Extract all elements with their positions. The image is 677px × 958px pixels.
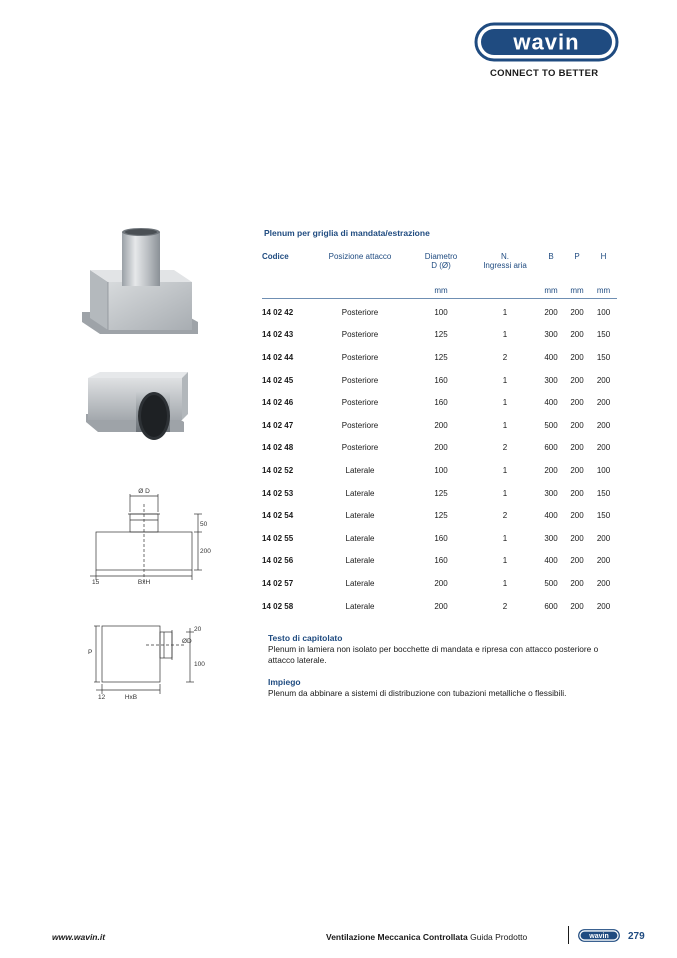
row-h: 200 [596, 375, 611, 385]
row-diameter: 125 [434, 330, 448, 340]
wavin-logo [474, 22, 619, 62]
header-p: P [574, 252, 580, 261]
row-inlets: 1 [502, 307, 508, 317]
row-diameter: 125 [434, 488, 448, 498]
table-row [262, 459, 617, 482]
row-position: Posteriore [341, 352, 379, 362]
row-p: 200 [570, 420, 584, 430]
row-inlets: 2 [502, 443, 508, 453]
dim-diameter: ØD [182, 638, 192, 645]
row-p: 200 [570, 443, 584, 453]
row-b: 500 [544, 578, 558, 588]
row-code: 14 02 57 [262, 578, 294, 588]
table-row [262, 391, 617, 414]
row-h: 200 [596, 556, 611, 566]
header-code: Codice [262, 252, 289, 261]
row-code: 14 02 46 [262, 398, 294, 408]
row-diameter: 125 [434, 511, 448, 521]
row-position: Posteriore [341, 307, 379, 317]
row-h: 100 [596, 307, 611, 317]
row-p: 200 [570, 398, 584, 408]
header-h: H [600, 252, 607, 261]
row-code: 14 02 43 [262, 330, 294, 340]
row-b: 400 [544, 398, 558, 408]
usage-title: Impiego [268, 677, 301, 687]
page-number: 279 [628, 931, 645, 942]
footer-url[interactable]: www.wavin.it [52, 932, 106, 942]
row-b: 300 [544, 488, 558, 498]
unit-b: mm [538, 286, 564, 299]
row-h: 200 [596, 578, 611, 588]
technical-drawing-side [86, 620, 216, 702]
row-diameter: 200 [434, 443, 448, 453]
row-b: 200 [544, 465, 558, 475]
row-b: 200 [544, 307, 558, 317]
row-diameter: 100 [434, 307, 448, 317]
dim-hxb: HxB [124, 694, 138, 701]
header-inlets [472, 252, 538, 286]
header-row [262, 252, 617, 286]
table-row [262, 414, 617, 437]
usage-body: Plenum da abbinare a sistemi di distribuzione con tubazioni metalliche o flessibili. [268, 688, 567, 698]
row-p: 200 [570, 352, 584, 362]
row-inlets: 1 [502, 398, 508, 408]
row-h: 150 [596, 511, 611, 521]
row-diameter: 125 [434, 352, 448, 362]
row-h: 150 [596, 488, 611, 498]
footer-doc-main: Ventilazione Meccanica Controllata [326, 932, 468, 942]
footer-logo-text: wavin [589, 933, 609, 941]
row-diameter: 160 [434, 556, 448, 566]
header-position: Posizione attacco [328, 252, 392, 261]
row-b: 600 [544, 601, 558, 611]
row-b: 400 [544, 556, 558, 566]
dim-p: P [88, 649, 93, 656]
row-h: 150 [596, 352, 611, 362]
row-code: 14 02 52 [262, 465, 294, 475]
row-code: 14 02 54 [262, 511, 294, 521]
footer-wavin-logo [578, 929, 620, 942]
row-p: 200 [570, 578, 584, 588]
row-b: 300 [544, 533, 558, 543]
row-diameter: 200 [434, 578, 448, 588]
unit-h: mm [590, 286, 617, 299]
row-h: 200 [596, 398, 611, 408]
row-inlets: 1 [502, 533, 508, 543]
row-inlets: 1 [502, 578, 508, 588]
row-h: 200 [596, 443, 611, 453]
row-b: 400 [544, 352, 558, 362]
row-p: 200 [570, 533, 584, 543]
row-diameter: 160 [434, 533, 448, 543]
dim-20: 20 [194, 626, 202, 633]
table-row [262, 550, 617, 573]
row-position: Laterale [345, 556, 375, 566]
row-h: 200 [596, 601, 611, 611]
row-position: Laterale [345, 488, 375, 498]
header-diameter [410, 252, 472, 286]
row-p: 200 [570, 511, 584, 521]
row-code: 14 02 42 [262, 307, 294, 317]
row-code: 14 02 53 [262, 488, 294, 498]
unit-p: mm [564, 286, 590, 299]
row-diameter: 100 [434, 465, 448, 475]
footer-doc-sub: Guida Prodotto [470, 932, 528, 942]
dim-12: 12 [98, 694, 106, 701]
row-diameter: 200 [434, 601, 448, 611]
dim-diameter: Ø D [138, 488, 150, 495]
header-diameter-line2: D (Ø) [431, 261, 451, 270]
unit-diameter: mm [410, 286, 472, 299]
row-b: 600 [544, 443, 558, 453]
row-position: Laterale [345, 511, 375, 521]
dim-50: 50 [200, 521, 208, 528]
row-inlets: 2 [502, 511, 508, 521]
row-h: 200 [596, 420, 611, 430]
row-p: 200 [570, 488, 584, 498]
specification-body: Plenum in lamiera non isolato per bocchette di mandata e ripresa con attacco posteriore o attacco laterale. [268, 644, 599, 665]
row-inlets: 1 [502, 330, 508, 340]
dim-15: 15 [92, 579, 100, 586]
row-b: 300 [544, 330, 558, 340]
row-h: 150 [596, 330, 611, 340]
product-table [262, 252, 617, 617]
header-inlets-line1: N. [501, 252, 509, 261]
tagline: CONNECT TO BETTER [490, 68, 599, 79]
row-position: Posteriore [341, 375, 379, 385]
product-photo-rear [80, 226, 200, 338]
row-position: Laterale [345, 465, 375, 475]
row-inlets: 1 [502, 556, 508, 566]
dim-bxh: BxH [137, 579, 151, 586]
row-position: Posteriore [341, 420, 379, 430]
table-row [262, 299, 617, 324]
technical-drawing-front [88, 484, 216, 588]
table-title: Plenum per griglia di mandata/estrazione [264, 228, 430, 238]
row-p: 200 [570, 330, 584, 340]
row-b: 500 [544, 420, 558, 430]
row-diameter: 160 [434, 375, 448, 385]
row-inlets: 1 [502, 420, 508, 430]
dim-200: 200 [200, 548, 211, 555]
row-p: 200 [570, 465, 584, 475]
table-row [262, 369, 617, 392]
table-row [262, 595, 617, 618]
header-inlets-line2: Ingressi aria [483, 261, 527, 270]
product-photo-side [84, 370, 190, 446]
table-row [262, 346, 617, 369]
table-row [262, 437, 617, 460]
row-code: 14 02 56 [262, 556, 294, 566]
table-row [262, 324, 617, 347]
footer-separator [568, 926, 569, 944]
row-code: 14 02 48 [262, 443, 294, 453]
row-h: 200 [596, 533, 611, 543]
row-position: Laterale [345, 601, 375, 611]
footer-doc-title [326, 932, 527, 942]
row-inlets: 2 [502, 352, 508, 362]
specification-title: Testo di capitolato [268, 633, 343, 643]
dim-100: 100 [194, 661, 205, 668]
table-row [262, 527, 617, 550]
row-code: 14 02 47 [262, 420, 294, 430]
header-b: B [548, 252, 554, 261]
row-inlets: 1 [502, 465, 508, 475]
row-code: 14 02 58 [262, 601, 294, 611]
table-row [262, 504, 617, 527]
row-p: 200 [570, 601, 584, 611]
header-diameter-line1: Diametro [424, 252, 458, 261]
row-p: 200 [570, 375, 584, 385]
row-position: Posteriore [341, 398, 379, 408]
row-code: 14 02 45 [262, 375, 294, 385]
row-p: 200 [570, 307, 584, 317]
row-position: Posteriore [341, 330, 379, 340]
unit-row [262, 286, 617, 299]
row-inlets: 1 [502, 488, 508, 498]
table-row [262, 572, 617, 595]
row-b: 400 [544, 511, 558, 521]
row-inlets: 1 [502, 375, 508, 385]
row-code: 14 02 55 [262, 533, 294, 543]
row-diameter: 200 [434, 420, 448, 430]
row-position: Laterale [345, 533, 375, 543]
row-diameter: 160 [434, 398, 448, 408]
table-row [262, 482, 617, 505]
row-p: 200 [570, 556, 584, 566]
row-b: 300 [544, 375, 558, 385]
row-position: Laterale [345, 578, 375, 588]
logo-text: wavin [513, 29, 580, 55]
row-code: 14 02 44 [262, 352, 294, 362]
row-position: Posteriore [341, 443, 379, 453]
row-inlets: 2 [502, 601, 508, 611]
row-h: 100 [596, 465, 611, 475]
